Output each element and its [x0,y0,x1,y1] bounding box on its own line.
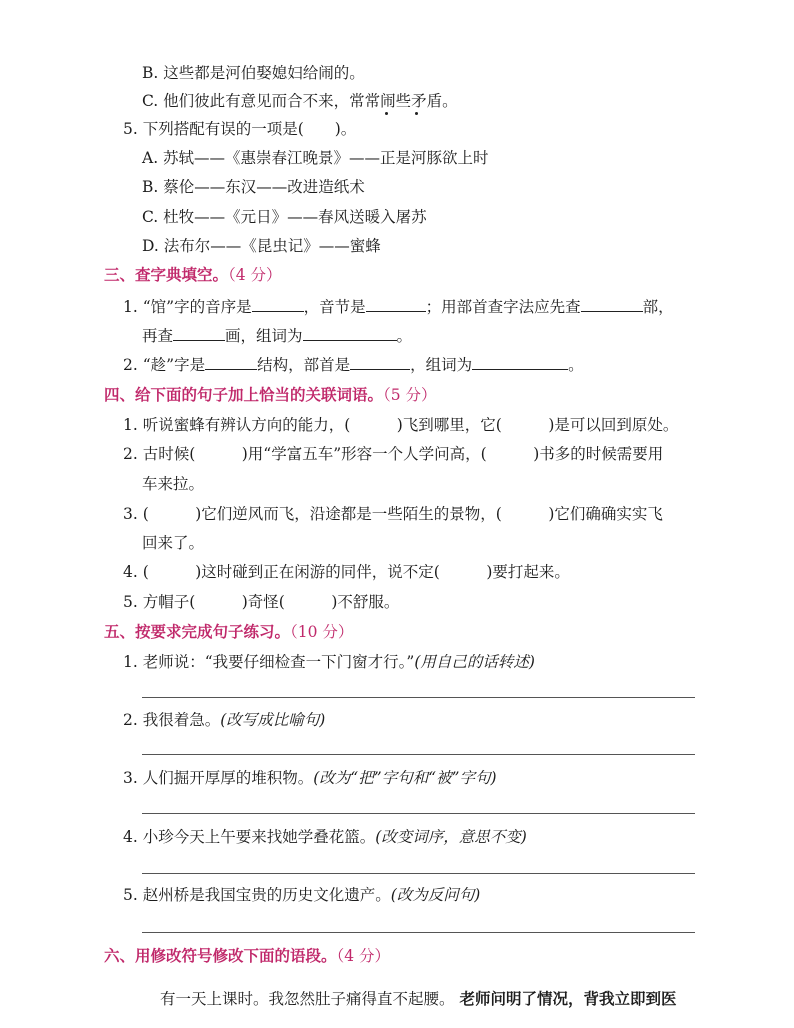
sec3-q1-line1: 1. “馆”字的音序是 ，音节是 ；用部首查字法应先查 部， [123,298,674,316]
emphasis-dot [415,112,418,115]
section-3-title: 三、查字典填空。 [104,266,229,284]
q5-option-c: C. 杜牧——《元日》——春风送暖入屠苏 [142,208,427,226]
blank-input[interactable] [252,297,304,312]
sec4-q2-cont: 车来拉。 [142,475,205,493]
section-3-points: （4 分） [228,266,282,284]
answer-line[interactable] [142,932,695,933]
section-6-title: 六、用修改符号修改下面的语段。 [104,947,337,965]
sec4-q3: 3. ( )它们逆风而飞，沿途都是一些陌生的景物，( )它们确确实实飞 [123,505,663,523]
answer-line[interactable] [142,697,695,698]
q5-option-b: B. 蔡伦——东汉——改进造纸术 [142,178,365,196]
sec3-q2: 2. “趁”字是 结构，部首是 ，组词为 。 [123,356,584,374]
sec5-q3: 3. 人们掘开厚厚的堆积物。(改为“把”字句和“被”字句) [123,769,497,787]
section-3-heading [104,264,282,286]
sec5-q5: 5. 赵州桥是我国宝贵的历史文化遗产。(改为反问句) [123,886,481,904]
blank-input[interactable] [303,326,397,341]
answer-line[interactable] [142,813,695,814]
paragraph-to-edit: 有一天上课时。我忽然肚子痛得直不起腰。 老师问明了情况，背我立即到医 [160,990,677,1008]
section-5-points: （10 分） [290,623,354,641]
blank-input[interactable] [472,355,568,370]
sec4-q2: 2. 古时候( )用“学富五车”形容一个人学问高，( )书多的时候需要用 [123,445,664,463]
answer-line[interactable] [142,754,695,755]
sec5-q2: 2. 我很着急。(改写成比喻句) [123,711,326,729]
blank-input[interactable] [205,355,257,370]
section-6-heading [104,945,390,967]
sec3-q1-line2: 再查 画，组词为 。 [142,327,413,345]
blank-input[interactable] [366,297,426,312]
blank-input[interactable] [581,297,643,312]
sec5-q4: 4. 小珍今天上午要来找她学叠花篮。(改变词序，意思不变) [123,828,527,846]
blank-input[interactable] [350,355,410,370]
section-5-heading [104,621,353,643]
section-4-title: 四、给下面的句子加上恰当的关联词语。 [104,386,384,404]
q5-stem: 5. 下列搭配有误的一项是( )。 [123,120,357,138]
sec4-q1: 1. 听说蜜蜂有辨认方向的能力，( )飞到哪里，它( )是可以回到原处。 [123,416,679,434]
sec4-q3-cont: 回来了。 [142,534,205,552]
q5-option-d: D. 法布尔——《昆虫记》——蜜蜂 [142,237,381,255]
sec5-q1: 1. 老师说：“我要仔细检查一下门窗才行。”(用自己的话转述) [123,653,535,671]
sec4-q4: 4. ( )这时碰到正在闲游的同伴，说不定( )要打起来。 [123,563,570,581]
section-4-heading [104,384,437,406]
blank-input[interactable] [173,326,225,341]
option-c: C. 他们彼此有意见而合不来，常常闹些矛盾。 [142,92,458,110]
answer-line[interactable] [142,873,695,874]
q5-option-a: A. 苏轼——《惠崇春江晚景》——正是河豚欲上时 [142,149,489,167]
section-5-title: 五、按要求完成句子练习。 [104,623,291,641]
emphasis-dot [385,112,388,115]
option-b: B. 这些都是河伯娶媳妇给闹的。 [142,64,365,82]
sec4-q5: 5. 方帽子( )奇怪( )不舒服。 [123,593,400,611]
section-6-points: （4 分） [336,947,391,965]
section-4-points: （5 分） [383,386,437,404]
